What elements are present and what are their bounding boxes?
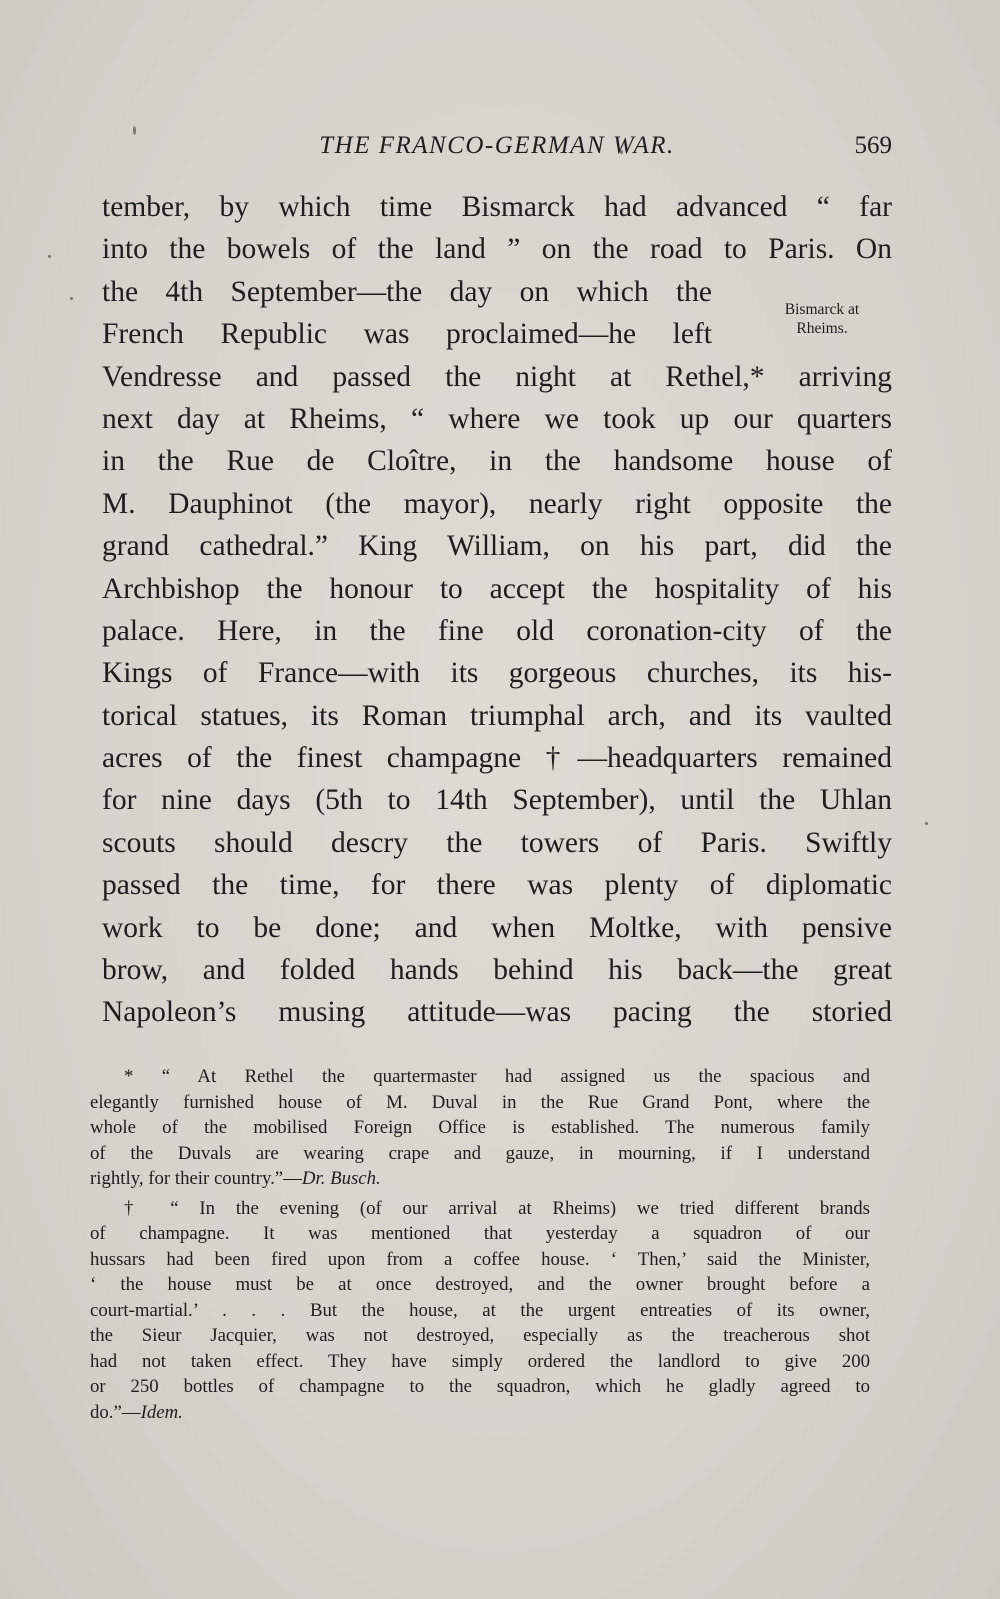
marginal-note-line: Rheims. — [796, 320, 848, 337]
body-line: next day at Rheims, “ where we took up our quarters — [102, 402, 892, 435]
footnote-attribution: Idem. — [140, 1401, 183, 1423]
body-line: in the Rue de Cloître, in the handsome house of — [102, 445, 892, 478]
footnote-line: * “ At Rethel the quartermaster had assigned us the spacious and — [124, 1066, 870, 1087]
footnote-line: had not taken effect. They have simply ordered the landlord to give 200 — [90, 1350, 870, 1372]
body-line: the 4th September—the day on which the — [102, 275, 712, 308]
body-line: torical statues, its Roman triumphal arch, and its vaulted — [102, 699, 892, 732]
body-text — [102, 186, 892, 1034]
body-line: scouts should descry the towers of Paris. Swiftly — [102, 826, 892, 859]
footnote-line: elegantly furnished house of M. Duval in the Rue Grand Pont, where the — [90, 1091, 870, 1113]
body-line: Napoleon’s musing attitude—was pacing the storied — [102, 996, 892, 1029]
body-line: French Republic was proclaimed—he left — [102, 318, 712, 351]
footnote-line: whole of the mobilised Foreign Office is established. The numerous family — [90, 1117, 870, 1138]
footnote-line: court-martial.’ . . . But the house, at the urgent entreaties of its owner, — [90, 1299, 870, 1321]
marginal-note-line: Bismarck at — [784, 301, 860, 318]
body-line: work to be done; and when Moltke, with pensive — [102, 911, 892, 944]
body-line: for nine days (5th to 14th September), until the Uhlan — [102, 784, 892, 817]
running-title: THE FRANCO-GERMAN WAR. — [319, 132, 675, 159]
body-line: M. Dauphinot (the mayor), nearly right opposite the — [102, 487, 892, 520]
paper-speck — [48, 255, 51, 258]
body-line: into the bowels of the land ” on the road to Paris. On — [102, 233, 892, 266]
body-line: grand cathedral.” King William, on his part, did the — [102, 530, 892, 563]
paper-speck — [925, 822, 928, 825]
footnote-text: do.”— — [90, 1401, 141, 1423]
page-number: 569 — [854, 132, 892, 159]
footnote-rheims — [90, 1196, 870, 1426]
footnote-attribution: Dr. Busch. — [301, 1168, 381, 1189]
body-line: tember, by which time Bismarck had advanced “ far — [102, 191, 892, 223]
footnote-line: of champagne. It was mentioned that yesterday a squadron of our — [90, 1223, 870, 1244]
body-line: Archbishop the honour to accept the hospitality of his — [102, 572, 892, 605]
body-line: passed the time, for there was plenty of diplomatic — [102, 869, 892, 902]
footnote-text: rightly, for their country.”— — [90, 1168, 302, 1189]
footnote-line: hussars had been fired upon from a coffee house. ‘ Then,’ said the Minister, — [90, 1248, 870, 1270]
body-line: Vendresse and passed the night at Rethel,* arriving — [102, 360, 892, 393]
footnote-line: ‘ the house must be at once destroyed, and the owner brought before a — [90, 1274, 870, 1295]
footnote-line — [90, 1166, 870, 1192]
body-line: Kings of France—with its gorgeous churches, its his- — [102, 657, 892, 690]
footnote-rethel — [90, 1064, 870, 1192]
body-line: brow, and folded hands behind his back—the great — [102, 954, 892, 987]
footnote-line: of the Duvals are wearing crape and gauze, in mourning, if I understand — [90, 1142, 870, 1164]
footnote-line — [90, 1400, 870, 1426]
running-head — [102, 128, 892, 168]
footnote-line: or 250 bottles of champagne to the squadron, which he gladly agreed to — [90, 1376, 870, 1397]
paper-speck — [70, 297, 73, 300]
footnote-line: the Sieur Jacquier, was not destroyed, especially as the treacherous shot — [90, 1325, 870, 1346]
body-line: palace. Here, in the fine old coronation-city of the — [102, 614, 892, 647]
footnotes — [90, 1064, 870, 1425]
body-line: acres of the finest champagne †—headquarters remained — [102, 742, 892, 775]
footnote-line: † “ In the evening (of our arrival at Rheims) we tried different brands — [124, 1197, 870, 1219]
